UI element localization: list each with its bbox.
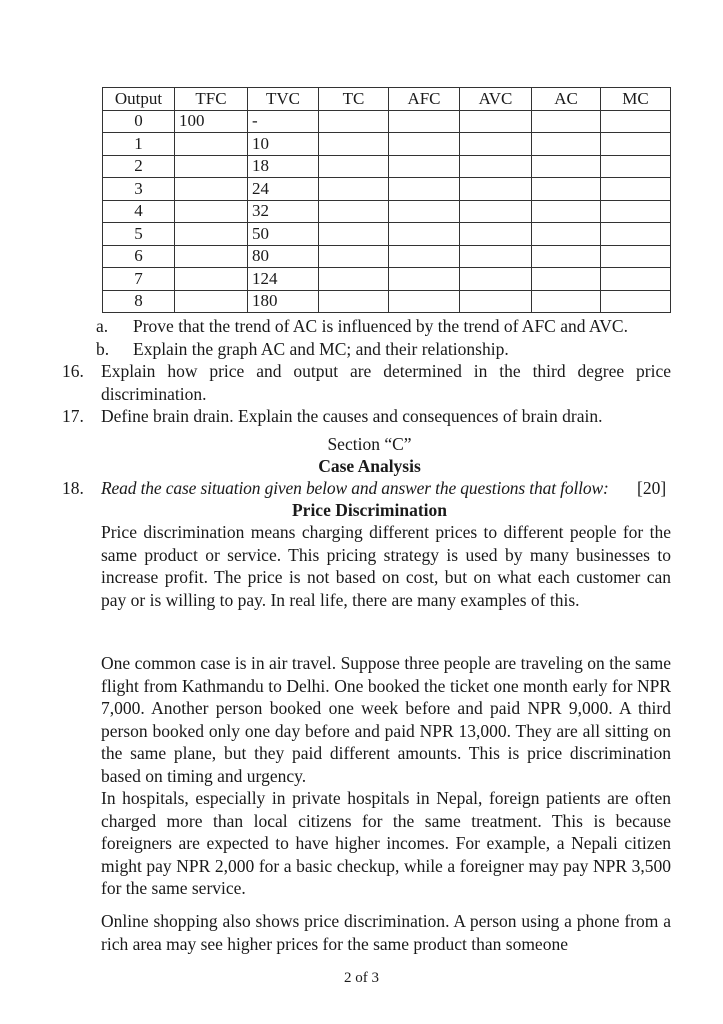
table-cell: 3 <box>103 178 175 201</box>
table-cell: 180 <box>248 290 319 313</box>
cost-table <box>102 87 671 313</box>
table-cell: 8 <box>103 290 175 313</box>
column-header: AC <box>532 88 601 111</box>
table-cell <box>175 268 248 291</box>
section-title: Section “C” <box>327 434 412 454</box>
question-18-number: 18. <box>62 478 84 498</box>
table-row <box>103 268 671 291</box>
table-cell <box>532 155 601 178</box>
table-cell <box>389 268 460 291</box>
table-cell <box>460 110 532 133</box>
table-cell <box>460 200 532 223</box>
column-header: TFC <box>175 88 248 111</box>
page-number: 2 of 3 <box>344 970 379 986</box>
table-cell <box>460 290 532 313</box>
section-subtitle: Case Analysis <box>318 456 421 476</box>
table-cell <box>389 290 460 313</box>
table-cell <box>532 290 601 313</box>
table-cell <box>460 223 532 246</box>
table-cell <box>175 155 248 178</box>
subquestion-marker-a: a. <box>96 316 109 336</box>
table-cell <box>532 245 601 268</box>
table-cell <box>389 178 460 201</box>
table-row <box>103 200 671 223</box>
table-cell: - <box>248 110 319 133</box>
table-cell <box>389 155 460 178</box>
table-cell <box>319 223 389 246</box>
table-cell <box>460 133 532 156</box>
table-cell: 2 <box>103 155 175 178</box>
table-cell: 1 <box>103 133 175 156</box>
column-header: MC <box>601 88 671 111</box>
case-paragraph-1 <box>101 521 671 611</box>
table-cell <box>389 110 460 133</box>
table-cell <box>319 110 389 133</box>
question-18-instruction: Read the case situation given below and answer the questions that follow: <box>101 478 609 498</box>
table-row <box>103 110 671 133</box>
column-header: Output <box>103 88 175 111</box>
case-paragraph-2 <box>101 652 671 788</box>
table-cell <box>175 245 248 268</box>
subquestion-b-text: Explain the graph AC and MC; and their relationship. <box>133 339 509 359</box>
subquestion-marker-b: b. <box>96 339 110 359</box>
table-cell: 7 <box>103 268 175 291</box>
table-cell: 24 <box>248 178 319 201</box>
table-cell: 80 <box>248 245 319 268</box>
table-cell <box>319 245 389 268</box>
table-cell <box>175 290 248 313</box>
table-cell <box>389 223 460 246</box>
table-row <box>103 133 671 156</box>
table-cell <box>319 200 389 223</box>
table-cell: 18 <box>248 155 319 178</box>
table-row <box>103 290 671 313</box>
table-cell <box>319 178 389 201</box>
question-16-number: 16. <box>62 361 84 381</box>
subquestion-a-text: Prove that the trend of AC is influenced by the trend of AFC and AVC. <box>133 316 628 336</box>
table-cell <box>319 290 389 313</box>
table-cell <box>175 133 248 156</box>
table-cell <box>175 223 248 246</box>
table-row <box>103 245 671 268</box>
table-cell: 100 <box>175 110 248 133</box>
case-title: Price Discrimination <box>291 500 448 520</box>
table-cell <box>532 133 601 156</box>
table-cell <box>532 223 601 246</box>
case-paragraph-4 <box>101 910 671 955</box>
table-cell <box>601 178 671 201</box>
table-cell <box>532 110 601 133</box>
table-cell <box>601 110 671 133</box>
question-17-number: 17. <box>62 406 84 426</box>
table-row <box>103 155 671 178</box>
table-cell <box>601 200 671 223</box>
table-cell <box>601 223 671 246</box>
case-paragraph-3 <box>101 787 671 900</box>
table-cell <box>460 155 532 178</box>
table-header-row <box>103 88 671 111</box>
table-cell <box>601 133 671 156</box>
table-cell: 10 <box>248 133 319 156</box>
table-cell <box>601 268 671 291</box>
table-cell: 0 <box>103 110 175 133</box>
table-cell <box>319 133 389 156</box>
table-cell <box>532 268 601 291</box>
table-cell <box>532 200 601 223</box>
table-row <box>103 178 671 201</box>
column-header: TC <box>319 88 389 111</box>
table-cell <box>175 178 248 201</box>
table-cell <box>460 268 532 291</box>
table-cell: 32 <box>248 200 319 223</box>
table-cell <box>319 155 389 178</box>
table-row <box>103 223 671 246</box>
table-cell: 4 <box>103 200 175 223</box>
case-paragraph-text: Online shopping also shows price discrimination. A person using a phone from a rich area may see higher prices for the same product than someone <box>101 911 671 954</box>
column-header: TVC <box>248 88 319 111</box>
table-cell <box>460 178 532 201</box>
table-cell <box>460 245 532 268</box>
table-cell <box>532 178 601 201</box>
case-paragraph-text: Price discrimination means charging different prices to different people for the same product or service. This pricing strategy is used by many businesses to increase profit. The price is not based on cost, but on what each customer can pay or is willing to pay. In real life, there are many examples of this. <box>101 522 671 610</box>
question-16-text <box>101 360 671 405</box>
table-cell: 50 <box>248 223 319 246</box>
question-16-body: Explain how price and output are determined in the third degree price discrimination. <box>101 361 671 404</box>
column-header: AVC <box>460 88 532 111</box>
table-cell <box>389 200 460 223</box>
question-17-text: Define brain drain. Explain the causes and consequences of brain drain. <box>101 406 603 426</box>
table-cell <box>319 268 389 291</box>
table-cell: 124 <box>248 268 319 291</box>
table-cell <box>601 245 671 268</box>
case-paragraph-text: One common case is in air travel. Suppose three people are traveling on the same flight from Kathmandu to Delhi. One booked the ticket one month early for NPR 7,000. Another person booked one week before and paid NPR 9,000. A third person booked only one day before and paid NPR 13,000. They are all sitting on the same plane, but they paid different amounts. This is price discrimination based on timing and urgency. <box>101 653 671 786</box>
table-cell <box>601 155 671 178</box>
table-cell: 5 <box>103 223 175 246</box>
table-cell <box>601 290 671 313</box>
question-18-marks: [20] <box>637 478 667 498</box>
table-cell <box>389 245 460 268</box>
table-cell <box>389 133 460 156</box>
column-header: AFC <box>389 88 460 111</box>
case-paragraph-text: In hospitals, especially in private hospitals in Nepal, foreign patients are often charged more than local citizens for the same treatment. This is because foreigners are expected to have higher incomes. For example, a Nepali citizen might pay NPR 2,000 for a basic checkup, while a foreigner may pay NPR 3,500 for the same service. <box>101 788 671 899</box>
table-cell: 6 <box>103 245 175 268</box>
table-cell <box>175 200 248 223</box>
